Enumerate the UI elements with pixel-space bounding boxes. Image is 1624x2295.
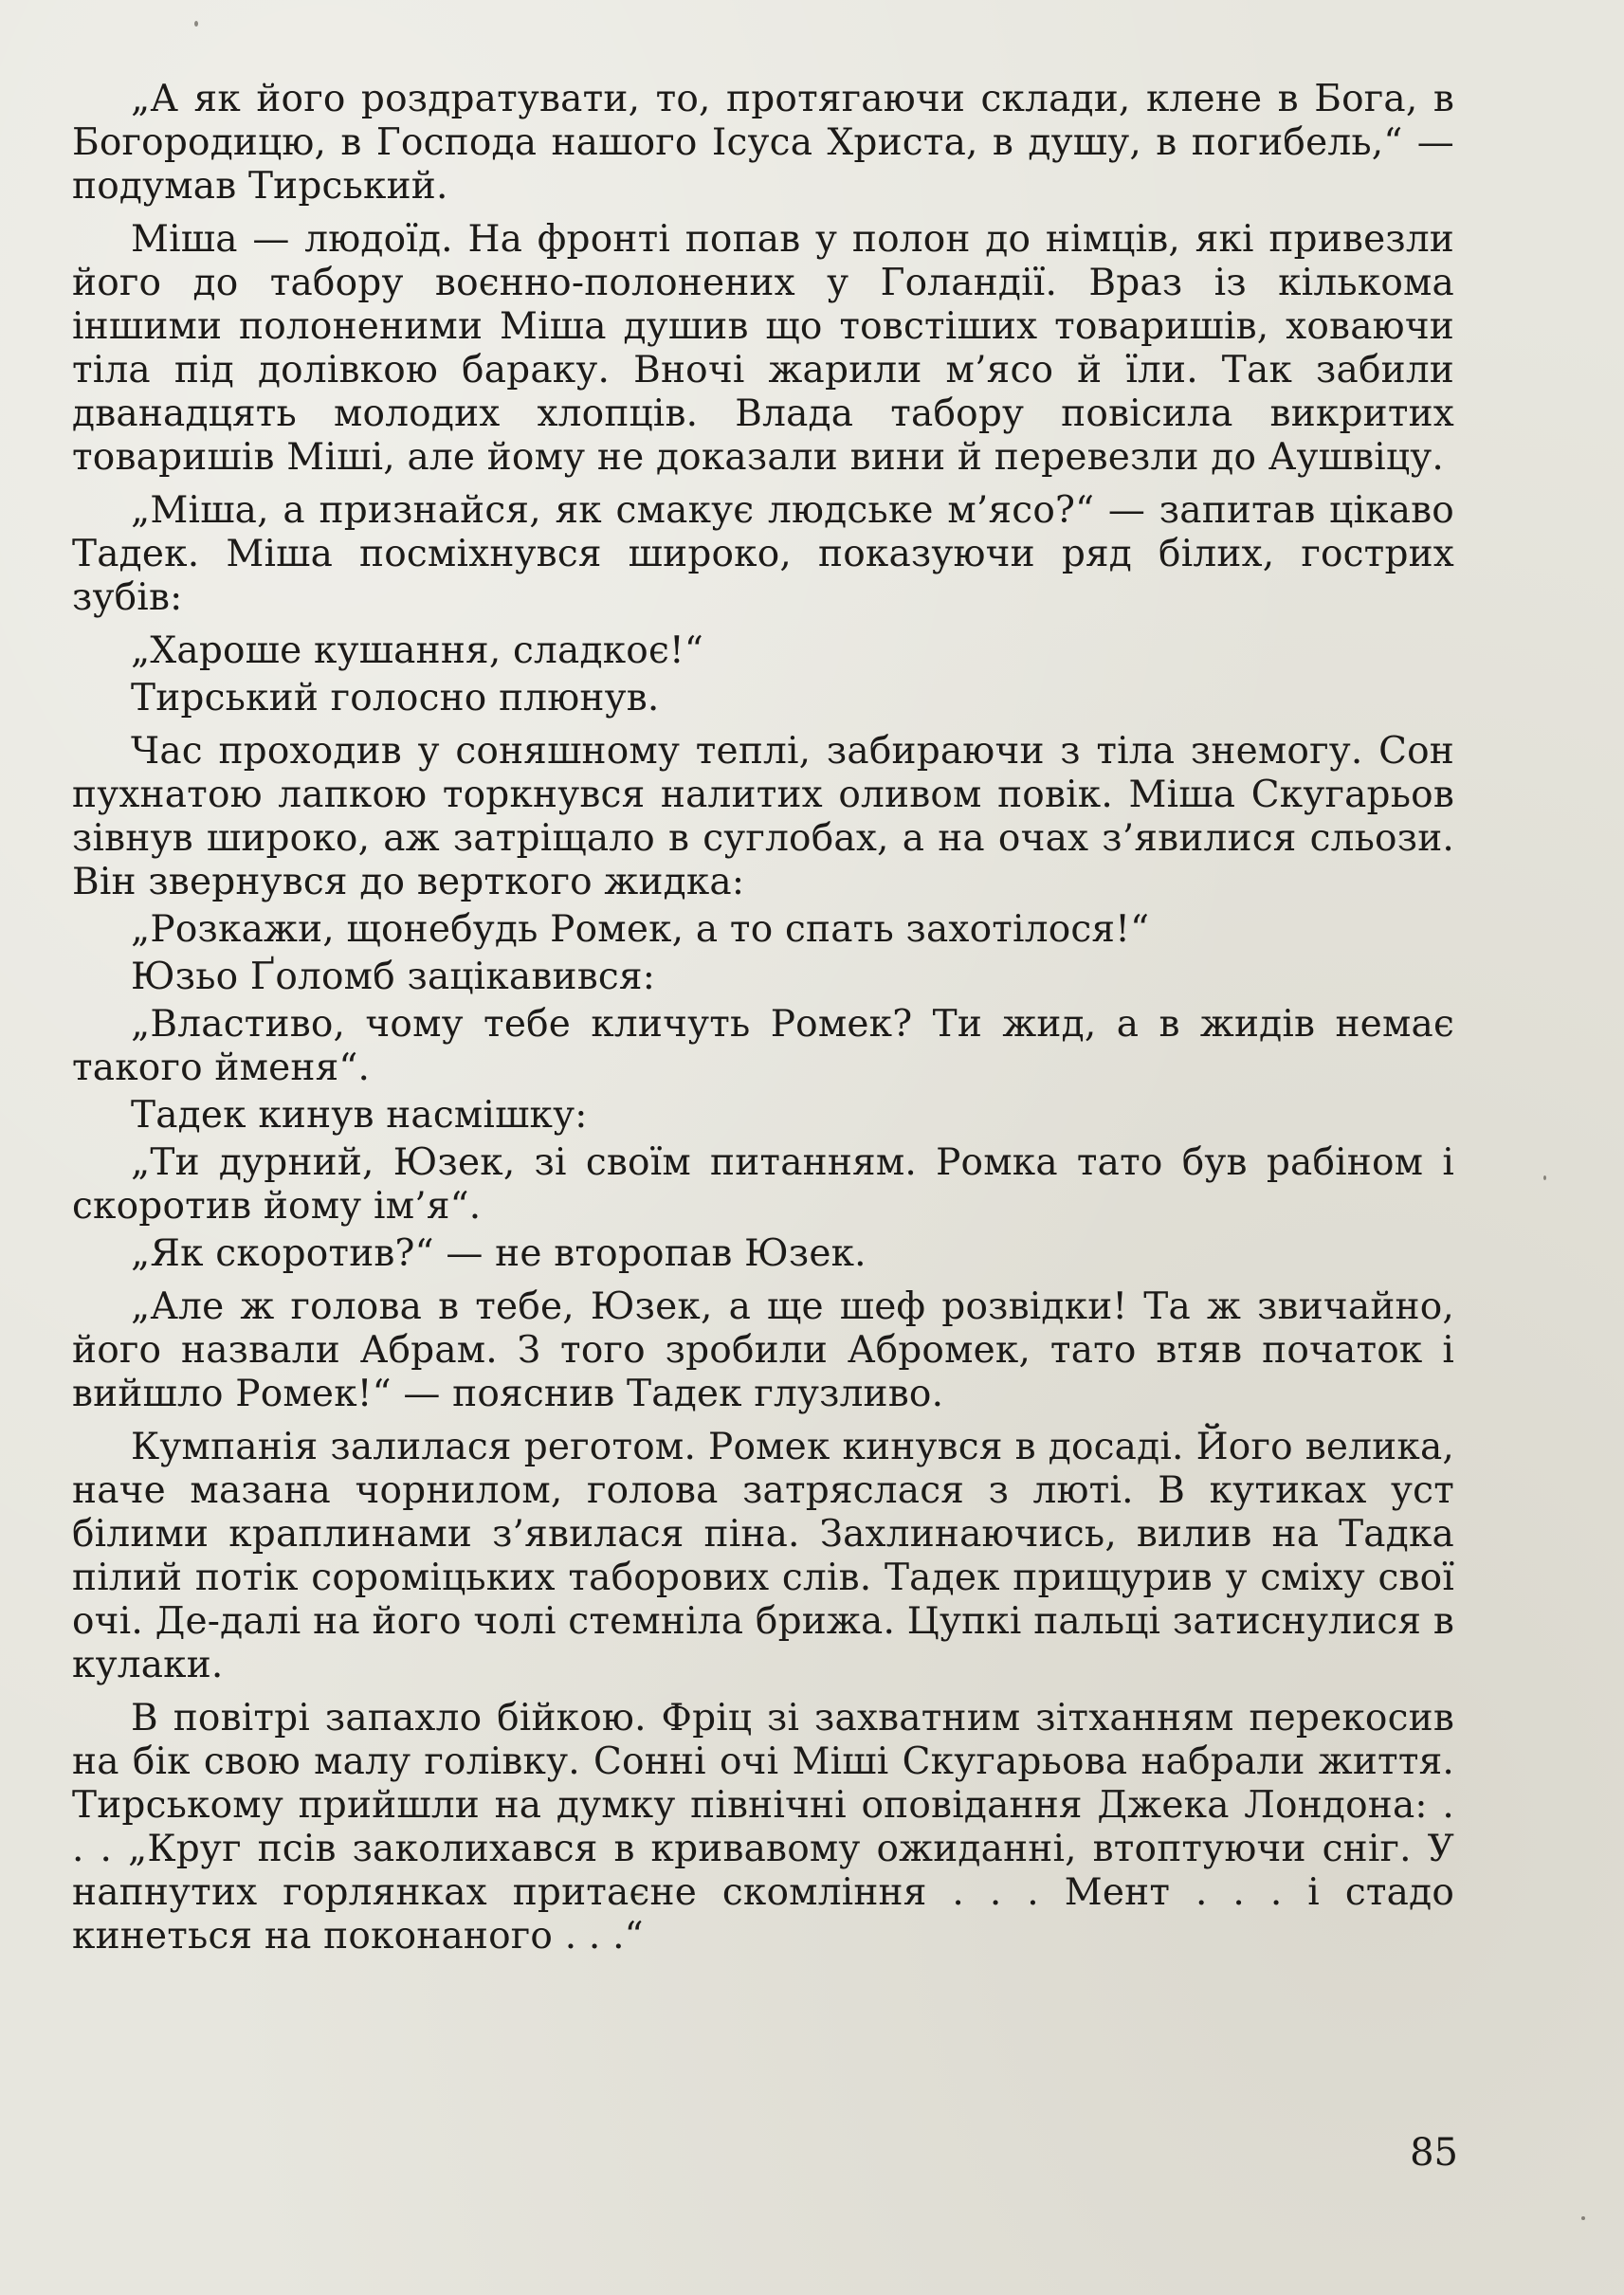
paragraph-11: „Ти дурний, Юзек, зі своїм питанням. Ромка тато був рабіном і скоротив йому ім’я“. — [72, 1141, 1454, 1228]
paragraph-8: Юзьо Ґоломб зацікавився: — [131, 956, 656, 998]
paragraph-2: Міша — людоїд. На фронті попав у полон до німців, які привезли його до табору воєнно-полонених у Голандії. Враз із кількома іншими полоненими Міша душив що товстіших товаришів, ховаючи тіла під долівкою бараку. Вночі жарили м’ясо й їли. Так забили дванадцять молодих хлопців. Влада табору повісила викритих товаришів Міші, але йому не доказали вини й перевезли до Аушвіцу. — [72, 218, 1454, 479]
paragraph-4: „Хароше кушання, сладкоє!“ — [131, 629, 704, 672]
paragraph-14: Кумпанія залилася реготом. Ромек кинувся в досаді. Його велика, наче мазана чорнилом, голова затряслася з люті. В кутиках уст білими краплинами з’явилася піна. Захлинаючись, вилив на Тадка пілий потік сороміцьких таборових слів. Тадек прищурив у сміху свої очі. Де-далі на його чолі стемніла брижа. Цупкі пальці затиснулися в кулаки. — [72, 1426, 1454, 1686]
page-number: 85 — [1410, 2131, 1458, 2175]
paragraph-5: Тирський голосно плюнув. — [131, 677, 660, 719]
paragraph-1: „А як його роздратувати, то, протягаючи склади, клене в Бога, в Богородицю, в Господа нашого Ісуса Христа, в душу, в погибель,“ — подумав Тирський. — [72, 78, 1454, 208]
paragraph-6: Час проходив у соняшному теплі, забираючи з тіла знемогу. Сон пухнатою лапкою торкнувся налитих оливом повік. Міша Скугарьов зівнув широко, аж затріщало в суглобах, а на очах з’явилися сльози. Він звернувся до верткого жидка: — [72, 730, 1454, 903]
paragraph-3: „Міша, а признайся, як смакує людське м’ясо?“ — запитав цікаво Тадек. Міша посміхнувся широко, показуючи ряд білих, гострих зубів: — [72, 489, 1454, 619]
paper-speck — [1581, 2216, 1585, 2220]
paragraph-9: „Властиво, чому тебе кличуть Ромек? Ти жид, а в жидів немає такого йменя“. — [72, 1003, 1454, 1089]
body-text — [72, 78, 1454, 1968]
paragraph-10: Тадек кинув насмішку: — [131, 1094, 588, 1137]
paper-speck — [194, 21, 198, 27]
paragraph-7: „Розкажи, щонебудь Ромек, а то спать захотілося!“ — [131, 908, 1150, 951]
paper-speck — [1543, 1175, 1546, 1180]
paragraph-12: „Як скоротив?“ — не второпав Юзек. — [131, 1232, 867, 1275]
paragraph-15: В повітрі запахло бійкою. Фріц зі захватним зітханням перекосив на бік свою малу голівку. Сонні очі Міші Скугарьова набрали життя. Тирському прийшли на думку північні оповідання Джека Лондона: . . . „Круг псів заколихався в кривавому ожиданні, втоптуючи сніг. У напнутих горлянках притаєне скомління . . . Мент . . . і стадо кинеться на поконаного . . .“ — [72, 1697, 1454, 1958]
paragraph-13: „Але ж голова в тебе, Юзек, а ще шеф розвідки! Та ж звичайно, його назвали Абрам. З того зробили Абромек, тато втяв початок і вийшло Ромек!“ — пояснив Тадек глузливо. — [72, 1285, 1454, 1415]
